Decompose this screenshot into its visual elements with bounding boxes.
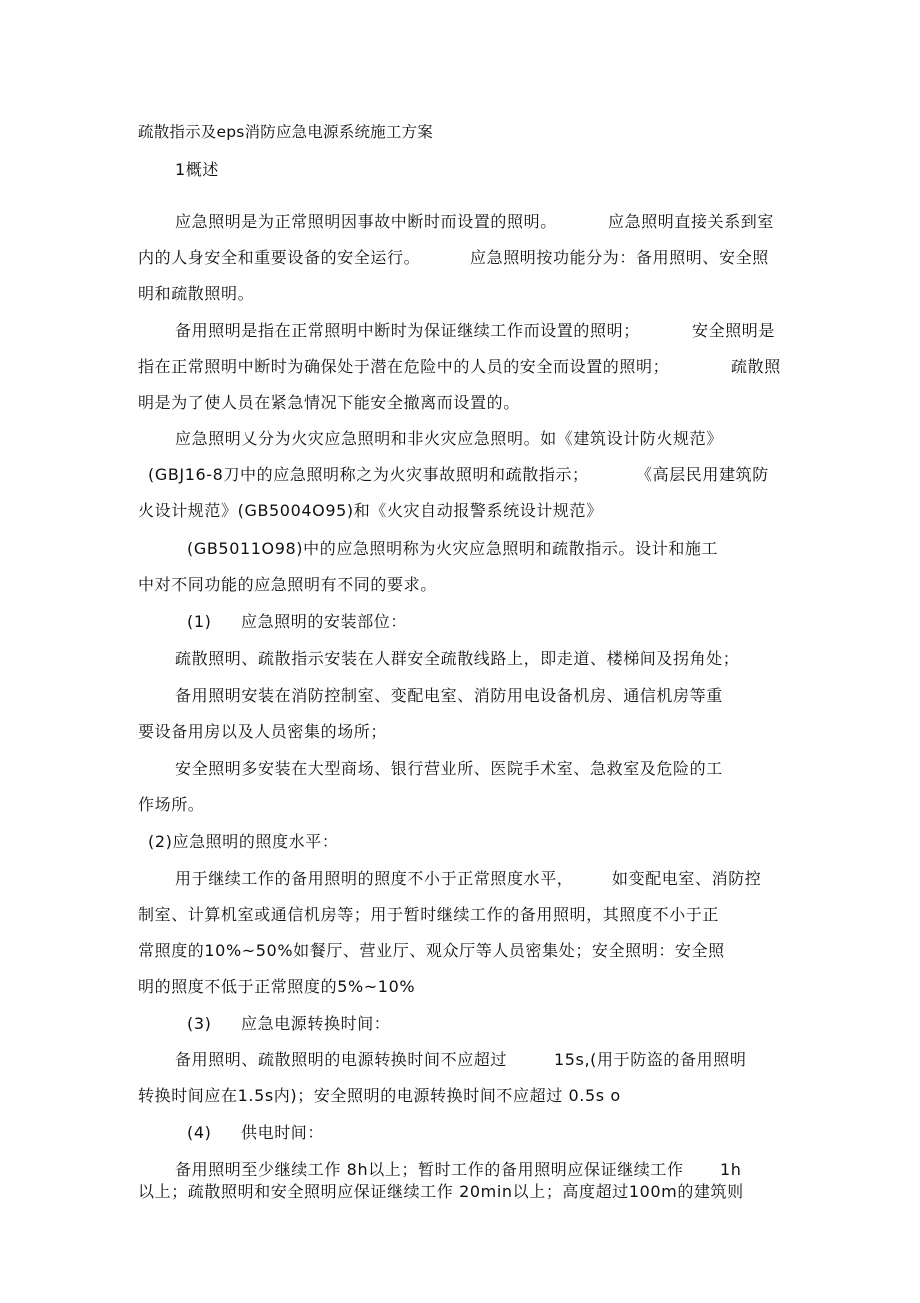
subsection-number: (3)	[187, 1014, 212, 1033]
paragraph-line: 中对不同功能的应急照明有不同的要求。	[138, 575, 437, 594]
section-heading: 1概述	[175, 160, 219, 179]
subsection-heading: 应急电源转换时间：	[241, 1014, 391, 1033]
subsection-number: (4)	[187, 1123, 212, 1142]
paragraph-line: 备用照明、疏散照明的电源转换时间不应超过	[175, 1050, 508, 1069]
paragraph-line: 15s,(用于防盗的备用照明	[554, 1050, 747, 1069]
paragraph-line: (GBJ16-8刀中的应急照明称之为火灾事故照明和疏散指示；	[148, 465, 589, 484]
paragraph-line: 备用照明安装在消防控制室、变配电室、消防用电设备机房、通信机房等重	[175, 686, 723, 705]
paragraph-line: 备用照明是指在正常照明中断时为保证继续工作而设置的照明；	[175, 321, 640, 340]
paragraph-line: 明的照度不低于正常照度的5%~10%	[138, 977, 416, 996]
document-title: 疏散指示及eps消防应急电源系统施工方案	[138, 123, 433, 141]
paragraph-line: 转换时间应在1.5s内)；安全照明的电源转换时间不应超过 0.5s o	[138, 1086, 621, 1105]
paragraph-line: 以上；疏散照明和安全照明应保证继续工作 20min以上；高度超过100m的建筑则	[138, 1182, 744, 1201]
paragraph-line: 如变配电室、消防控	[612, 869, 762, 888]
paragraph-line: 应急照明是为正常照明因事故中断时而设置的照明。	[175, 212, 557, 231]
paragraph-line: (GB5011O98)中的应急照明称为火灾应急照明和疏散指示。设计和施工	[187, 539, 719, 558]
paragraph-line: 明和疏散照明。	[138, 284, 255, 303]
paragraph-line: 疏散照明、疏散指示安装在人群安全疏散线路上，即走道、楼梯间及拐角处；	[175, 649, 740, 668]
paragraph-line: 安全照明多安装在大型商场、银行营业所、医院手术室、急救室及危险的工	[175, 759, 723, 778]
paragraph-line: 火设计规范》(GB5004O95)和《火灾自动报警系统设计规范》	[138, 501, 603, 520]
paragraph-line: 安全照明是	[692, 321, 776, 340]
paragraph-line: 1h	[720, 1160, 742, 1179]
subsection-heading: (2)应急照明的照度水平：	[148, 832, 339, 851]
paragraph-line: 应急照明按功能分为：备用照明、安全照	[470, 248, 769, 267]
paragraph-line: 常照度的10%~50%如餐厅、营业厅、观众厅等人员密集处；安全照明：安全照	[138, 941, 725, 960]
paragraph-line: 应急照明乂分为火灾应急照明和非火灾应急照明。如《建筑设计防火规范》	[175, 429, 723, 448]
paragraph-line: 《高层民用建筑防	[636, 465, 769, 484]
paragraph-line: 备用照明至少继续工作 8h以上；暂时工作的备用照明应保证继续工作	[175, 1160, 684, 1179]
paragraph-line: 制室、计算机室或通信机房等；用于暂时继续工作的备用照明，其照度不小于正	[138, 905, 720, 924]
subsection-heading: 供电时间：	[241, 1123, 325, 1142]
subsection-heading: 应急照明的安装部位：	[241, 612, 408, 631]
paragraph-line: 疏散照	[731, 357, 781, 376]
paragraph-line: 明是为了使人员在紧急情况下能安全撤离而设置的。	[138, 393, 520, 412]
paragraph-line: 用于继续工作的备用照明的照度不小于正常照度水平，	[175, 869, 574, 888]
paragraph-line: 应急照明直接关系到室	[608, 212, 775, 231]
subsection-number: (1)	[187, 612, 212, 631]
paragraph-line: 指在正常照明中断时为确保处于潜在危险中的人员的安全而设置的照明；	[138, 357, 670, 376]
paragraph-line: 作场所。	[138, 795, 205, 814]
paragraph-line: 要设备用房以及人员密集的场所；	[138, 722, 388, 741]
paragraph-line: 内的人身安全和重要设备的安全运行。	[138, 248, 421, 267]
